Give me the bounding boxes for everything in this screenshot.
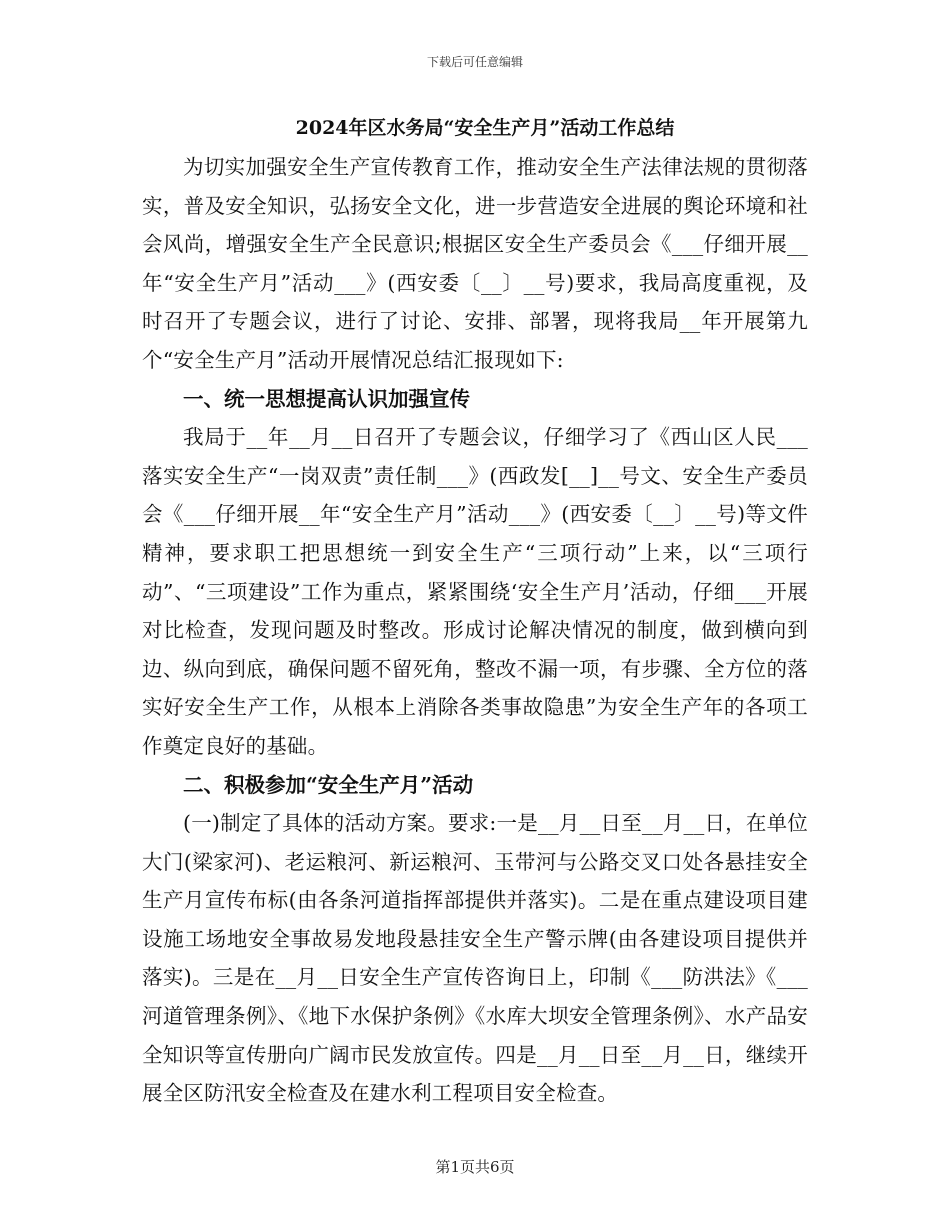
section-1-paragraph: 我局于__年__月__日召开了专题会议，仔细学习了《西山区人民___落实安全生产“一岗双责”责任制___》(西政发[__]__号文、安全生产委员会《___仔细开展__年“安全生产月”活动___》(西安委〔__〕__号)等文件精神，要求职工把思想统一到安全生产“三项行动”上来，以“三项行动”、“三项建设”工作为重点，紧紧围绕‘安全生产月’活动，仔细___开展对比检查，发现问题及时整改。形成讨论解决情况的制度，做到横向到边、纵向到底，确保问题不留死角，整改不漏一项，有步骤、全方位的落实好安全生产工作，从根本上消除各类事故隐患”为安全生产年的各项工作奠定良好的基础。 — [142, 425, 808, 758]
section-2-paragraph: (一)制定了具体的活动方案。要求:一是__月__日至__月__日，在单位大门(梁家河)、老运粮河、新运粮河、玉带河与公路交叉口处各悬挂安全生产月宣传布标(由各条河道指挥部提供并落实)。二是在重点建设项目建设施工场地安全事故易发地段悬挂安全生产警示牌(由各建设项目提供并落实)。三是在__月__日安全生产宣传咨询日上，印制《___防洪法》《___河道管理条例》、《地下水保护条例》《水库大坝安全管理条例》、水产品安全知识等宣传册向广阔市民发放宣传。四是__月__日至__月__日，继续开展全区防汛安全检查及在建水利工程项目安全检查。 — [142, 811, 808, 1106]
section-1-heading: 一、统一思想提高认识加强宣传 — [183, 386, 470, 411]
page-number: 第1页共6页 — [435, 1158, 515, 1176]
document-title: 2024年区水务局“安全生产月”活动工作总结 — [295, 117, 675, 139]
section-2-heading: 二、积极参加“安全生产月”活动 — [183, 772, 474, 797]
page-header-note: 下载后可任意编辑 — [426, 55, 523, 69]
document-body — [142, 108, 808, 1113]
intro-paragraph: 为切实加强安全生产宣传教育工作，推动安全生产法律法规的贯彻落实，普及安全知识，弘扬安全文化，进一步营造安全进展的舆论环境和社会风尚，增强安全生产全民意识;根据区安全生产委员会《___仔细开展__年“安全生产月”活动___》(西安委〔__〕__号)要求，我局高度重视，及时召开了专题会议，进行了讨论、安排、部署，现将我局__年开展第九个“安全生产月”活动开展情况总结汇报现如下: — [142, 155, 808, 372]
